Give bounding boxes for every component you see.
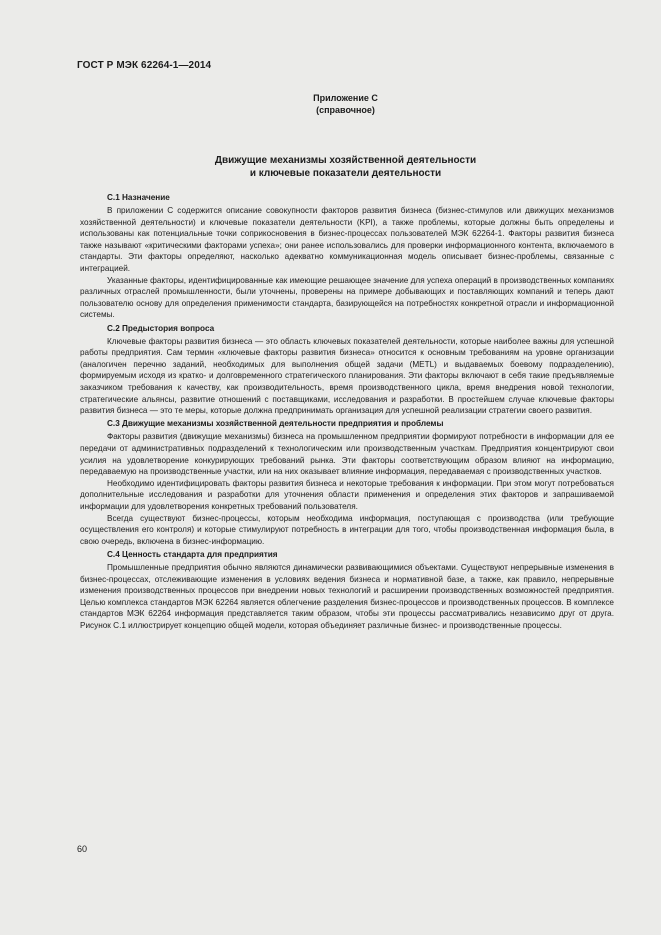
main-title-line-1: Движущие механизмы хозяйственной деятельности	[214, 155, 477, 166]
section-c2	[80, 323, 614, 417]
paragraph: Необходимо идентифицировать факторы развития бизнеса и некоторые требования к информации. При этом могут потребоваться дополнительные исследования и разработки для уточнения области применения и определения этих факторов и запрашиваемой информации для удовлетворения конкретных требований пользователя.	[80, 478, 614, 511]
section-c4	[80, 549, 614, 632]
appendix-note: (справочное)	[316, 105, 375, 115]
main-title-line-2: и ключевые показатели деятельности	[249, 168, 442, 179]
paragraph: Промышленные предприятия обычно являются динамически развивающимися объектами. Существуют непрерывные изменения в бизнес-процессах, отслеживающие изменения в условиях ведения бизнеса и нормативной базе, а также, как правило, непрерывные изменения производственных процессов при внедрении новых технологий и расширении производственных возможностей предприятия. Целью комплекса стандартов МЭК 62264 является облегчение разделения бизнес-процессов и производственных процессов. В комплексе стандартов МЭК 62264 информация представляется таким образом, чтобы эти процессы рассматривались независимо друг от друга. Рисунок С.1 иллюстрирует концепцию общей модели, которая объединяет различные бизнес- и производственные процессы.	[80, 562, 614, 630]
section-c1	[80, 192, 614, 321]
paragraph: Ключевые факторы развития бизнеса — это область ключевых показателей деятельности, которые наиболее важны для успешной работы предприятия. Сам термин «ключевые факторы развития бизнеса» относится к основным требованиям на уровне организации (аналогичен перечню заданий, необходимых для выполнения общей задачи (METL) и выдаваемых боевому подразделению), формируемым исходя из кратко- и долговременного стратегического планирования. Эти факторы включают в себя такие предъявляемые заказчиком требования к качеству, как производительность, время производственного цикла, время внедрения новой технологии, стратегические альянсы, развитие отношений с поставщиками, исследования и разработки. В простейшем случае ключевые факторы развития бизнеса — это те меры, которые должна предпринимать организация для успешной реализации стратегии своего развития.	[80, 336, 614, 416]
main-title	[0, 154, 661, 180]
section-heading: С.4 Ценность стандарта для предприятия	[107, 549, 278, 559]
appendix-block	[0, 92, 661, 116]
paragraph: Всегда существуют бизнес-процессы, которым необходима информация, поступающая с производства (или требующие осуществления его контроля) и которые стимулируют потребность в интеграции для того, чтобы производственная информация была, в свою очередь, включена в бизнес-информацию.	[80, 513, 614, 546]
paragraph: Указанные факторы, идентифицированные как имеющие решающее значение для успеха операций в производственных компаниях различных отраслей промышленности, были уточнены, проверены на примере добывающих и поставляющих компаний и теперь дают пользователю основу для определения применимости стандарта, базирующейся на потребностях конкретной отрасли и информационной системы.	[80, 275, 614, 320]
page-number: 60	[77, 844, 88, 854]
section-heading: С.2 Предыстория вопроса	[107, 323, 215, 333]
appendix-title: Приложение С	[313, 93, 378, 103]
paragraph: Факторы развития (движущие механизмы) бизнеса на промышленном предприятии формируют потребности в информации для ее передачи от административных подразделений к технологическим или производственным участкам. Предприятия концентрируют свои усилия на удовлетворение конкурирующих требований рынка. Эти факторы соответствующим образом влияют на информацию, передаваемую на производственные участки, или на них оказывает влияние информация, передаваемая с производственных участков.	[80, 432, 614, 477]
section-heading: С.3 Движущие механизмы хозяйственной деятельности предприятия и проблемы	[107, 419, 444, 429]
standard-id-header: ГОСТ Р МЭК 62264-1—2014	[77, 60, 212, 71]
section-heading: С.1 Назначение	[107, 193, 170, 202]
paragraph: В приложении С содержится описание совокупности факторов развития бизнеса (бизнес-стимулов или движущих механизмов хозяйственной деятельности) и ключевые показатели деятельности (KPI), а также проблемы, которые должны быть определены и использованы как потенциальные точки соприкосновения в бизнес-процессах пользователей МЭК 62264-1. Факторы развития бизнеса также называют «критическими факторами успеха»; они ранее использовались для проверки информационного контента, включаемого в стандарты. Эти факторы определяют, насколько адекватно коммуникационная модель описывает бизнес-проблемы, связанные с интеграцией.	[80, 206, 614, 274]
section-c3	[80, 418, 614, 547]
body-text	[80, 192, 614, 633]
